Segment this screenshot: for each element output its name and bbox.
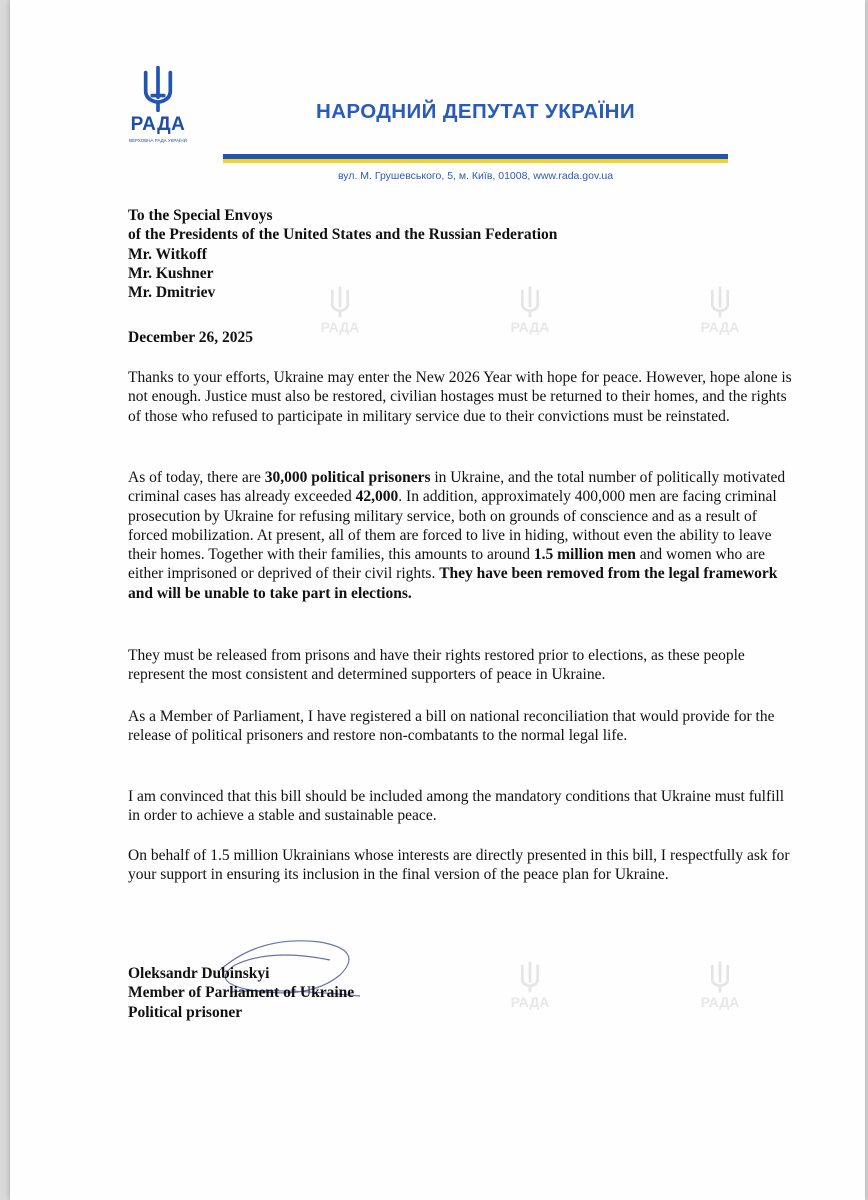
paragraph-1: Thanks to your efforts, Ukraine may enter the New 2026 Year with hope for peace. However, hope alone is not enough. Justice must also be restored, civilian hostages must be returned to their homes, and the rights of those who refused to participate in military service due to their convictions must be reinstated.	[128, 369, 792, 425]
paragraph-5: I am convinced that this bill should be included among the mandatory conditions that Ukraine must fulfill in order to achieve a stable and sustainable peace.	[128, 788, 785, 825]
watermark: РАДА	[690, 960, 750, 1010]
letter-date: December 26, 2025	[128, 329, 253, 346]
watermark: РАДА	[500, 960, 560, 1010]
signature-block	[128, 964, 354, 1022]
trident-icon	[709, 285, 731, 319]
trident-icon	[709, 960, 731, 994]
signer-title: Member of Parliament of Ukraine	[128, 984, 355, 1002]
paragraph-6: On behalf of 1.5 million Ukrainians whose interests are directly presented in this bill, I respectfully ask for your support in ensuring its inclusion in the final version of the peace plan for Ukraine.	[128, 847, 790, 884]
logo-subtext: ВЕРХОВНА РАДА УКРАЇНИ	[129, 138, 187, 143]
signer-status: Political prisoner	[128, 1003, 243, 1021]
letterhead-title: НАРОДНИЙ ДЕПУТАТ УКРАЇНИ	[316, 100, 635, 123]
letter-page	[10, 0, 865, 1200]
logo-text: РАДА	[130, 114, 186, 135]
addressee-line: To the Special Envoys	[128, 207, 273, 224]
addressee-block	[128, 206, 557, 302]
paragraph-4: As a Member of Parliament, I have registered a bill on national reconciliation that would provide for the release of political prisoners and restore non-combatants to the normal legal life.	[128, 708, 775, 745]
addressee-line: Mr. Kushner	[128, 264, 214, 282]
paragraph-2: As of today, there are 30,000 political prisoners in Ukraine, and the total number of politically motivated criminal cases has already exceeded 42,000. In addition, approximately 400,000 men are facing criminal prosecution by Ukraine for refusing military service, both on grounds of conscience and as a result of forced mobilization. At present, all of them are forced to live in hiding, without even the ability to leave their homes. Together with their families, this amounts to around 1.5 million men and women who are either imprisoned or deprived of their civil rights. They have been removed from the legal framework and will be unable to take part in elections.	[128, 469, 786, 602]
trident-icon	[519, 960, 541, 994]
paragraph-3: They must be released from prisons and have their rights restored prior to elections, as these people represent the most consistent and determined supporters of peace in Ukraine.	[128, 647, 745, 684]
addressee-line: Mr. Dmitriev	[128, 284, 216, 302]
watermark: РАДА	[500, 285, 560, 335]
addressee-line: of the Presidents of the United States and the Russian Federation	[128, 226, 558, 244]
addressee-line: Mr. Witkoff	[128, 245, 207, 263]
watermark: РАДА	[690, 285, 750, 335]
trident-icon	[141, 66, 175, 112]
letterhead-flag-bar	[223, 154, 728, 163]
rada-logo	[118, 66, 198, 143]
letterhead-address: вул. М. Грушевського, 5, м. Київ, 01008, www.rada.gov.ua	[337, 170, 614, 182]
watermark: РАДА	[310, 285, 370, 335]
signer-name: Oleksandr Dubinskyi	[128, 965, 270, 982]
